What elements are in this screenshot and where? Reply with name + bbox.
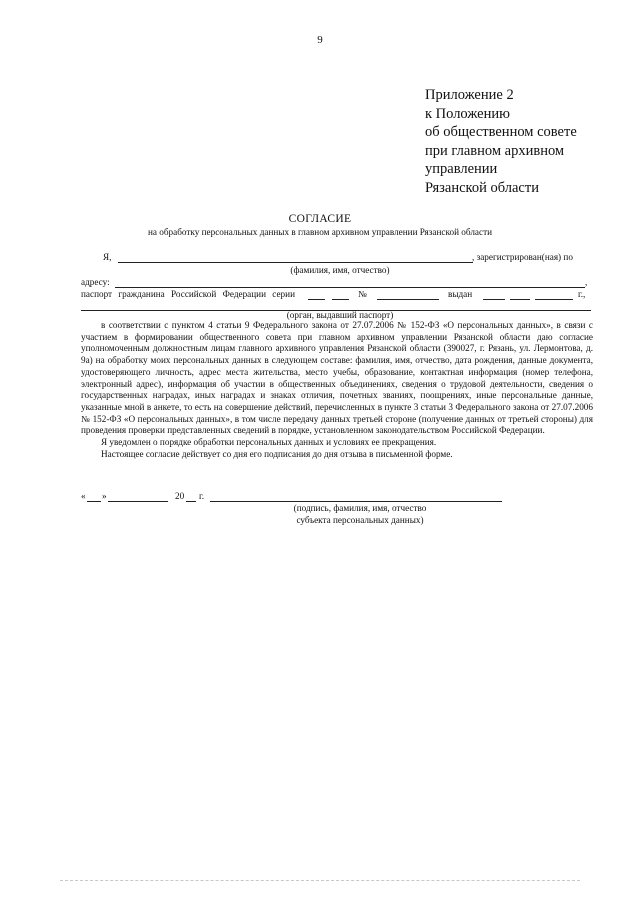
- year-suffix: г.,: [578, 289, 586, 299]
- caption-signature-2: субъекта персональных данных): [296, 515, 424, 525]
- consent-body: [81, 320, 593, 460]
- field-label-address: адресу:: [81, 277, 110, 287]
- appendix-line: при главном архивном: [425, 142, 565, 159]
- notice-paragraph: Я уведомлен о порядке обработки персональных данных и условиях ее прекращения.: [101, 437, 437, 448]
- fio-blank-line[interactable]: [118, 262, 473, 263]
- date-year-blank[interactable]: [186, 501, 196, 502]
- issue-year-blank[interactable]: [535, 299, 573, 300]
- issue-day-blank[interactable]: [483, 299, 505, 300]
- appendix-heading: [425, 86, 577, 197]
- date-year-suffix: г.: [199, 491, 205, 501]
- passport-series-blank-1[interactable]: [308, 299, 325, 300]
- document-subtitle: на обработку персональных данных в главном архивном управлении Рязанской области: [147, 227, 493, 237]
- page-number: 9: [317, 34, 323, 46]
- address-blank-line[interactable]: [115, 287, 585, 288]
- signature-blank-line[interactable]: [210, 501, 502, 502]
- appendix-line: Приложение 2: [425, 87, 514, 103]
- date-month-blank[interactable]: [108, 501, 168, 502]
- document-title: СОГЛАСИЕ: [288, 213, 352, 225]
- appendix-line: управлении: [425, 161, 498, 177]
- issue-month-blank[interactable]: [510, 299, 530, 300]
- caption-fio: (фамилия, имя, отчество): [290, 265, 390, 275]
- date-close-quote: »: [102, 491, 107, 501]
- field-label-number: №: [358, 289, 367, 299]
- field-label-i: Я,: [103, 252, 112, 262]
- consent-paragraph: в соответствии с пунктом 4 статьи 9 Федерального закона от 27.07.2006 № 152-ФЗ «О персональных данных», в связи с участием в формировании общественного совета при главном архивном управлении Рязанской области даю согласие уполномоченным должностным лицам главного архивного управления Рязанской области (390027, г. Рязань, ул. Лермонтова, д. 9а) на обработку моих персональных данных в следующем составе: фамилия, имя, отчество, дата рождения, данные документа, удостоверяющего личность, адрес места жительства, место учебы, образование, контактная информация (номер телефона, электронный адрес), информация об участии в общественных объединениях, сведения о трудовой деятельности, сведения о государственных наградах, иных наградах и знаках отличия, почетных званиях, поощрениях, иные персональные данные, указанные мной в анкете, то есть на совершение действий, перечисленных в пункте 3 статьи 3 Федерального закона от 27.07.2006 № 152-ФЗ «О персональных данных», в том числе передачу данных третьей стороне (получение данных от третьей стороны) для проведения проверки представленных сведений в порядке, установленном законодательством Российской Федерации.: [81, 320, 593, 436]
- date-year-prefix: 20: [175, 491, 185, 501]
- appendix-line: к Положению: [425, 105, 510, 122]
- date-open-quote: «: [81, 491, 86, 501]
- scan-artifact-line: [60, 880, 580, 881]
- passport-number-blank[interactable]: [377, 299, 439, 300]
- appendix-line: об общественном совете: [425, 124, 577, 140]
- validity-paragraph: Настоящее согласие действует со дня его подписания до дня отзыва в письменной форме.: [101, 448, 453, 459]
- address-comma: ,: [585, 277, 588, 287]
- field-label-registered: , зарегистрирован(ная) по: [472, 252, 573, 262]
- passport-series-blank-2[interactable]: [332, 299, 349, 300]
- field-label-passport: паспорт гражданина Российской Федерации серии: [81, 289, 295, 299]
- caption-issuer: (орган, выдавший паспорт): [286, 310, 394, 320]
- field-label-issued: выдан: [448, 289, 473, 299]
- caption-signature-1: (подпись, фамилия, имя, отчество: [293, 503, 427, 513]
- appendix-line: Рязанской области: [425, 179, 539, 196]
- date-day-blank[interactable]: [87, 501, 101, 502]
